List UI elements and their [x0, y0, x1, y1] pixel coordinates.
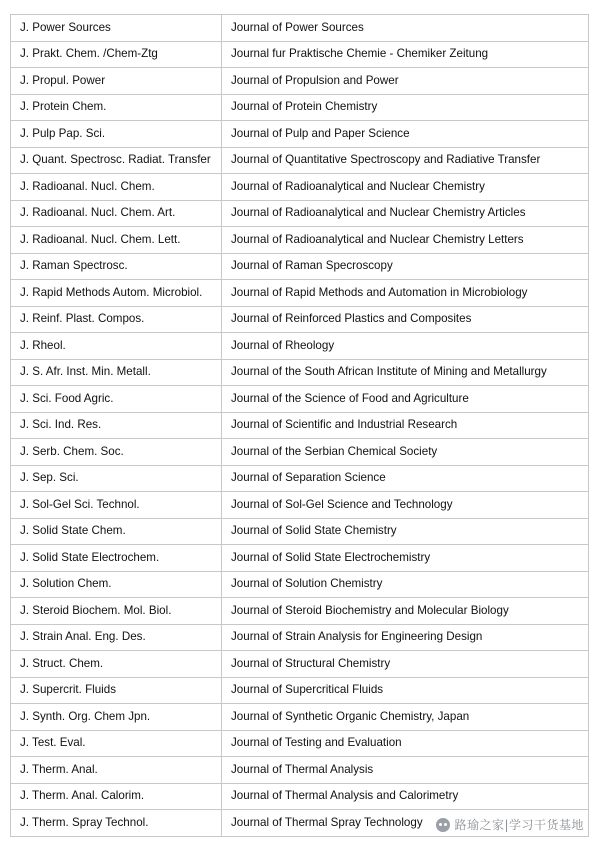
journal-abbreviation-table	[10, 14, 589, 837]
table-row	[11, 624, 589, 651]
abbreviation-cell: J. Radioanal. Nucl. Chem. Art.	[11, 200, 222, 227]
full-title-cell: Journal of Supercritical Fluids	[222, 677, 589, 704]
table-row	[11, 280, 589, 307]
abbreviation-cell: J. Quant. Spectrosc. Radiat. Transfer	[11, 147, 222, 174]
table-row	[11, 121, 589, 148]
full-title-cell: Journal of Radioanalytical and Nuclear Chemistry Articles	[222, 200, 589, 227]
table-row	[11, 41, 589, 68]
table-row	[11, 359, 589, 386]
full-title-cell: Journal of Solid State Electrochemistry	[222, 545, 589, 572]
abbreviation-cell: J. Sep. Sci.	[11, 465, 222, 492]
journal-table-container	[10, 14, 588, 837]
table-row	[11, 545, 589, 572]
abbreviation-cell: J. Therm. Anal. Calorim.	[11, 783, 222, 810]
abbreviation-cell: J. Therm. Spray Technol.	[11, 810, 222, 837]
abbreviation-cell: J. Supercrit. Fluids	[11, 677, 222, 704]
full-title-cell: Journal of Radioanalytical and Nuclear Chemistry Letters	[222, 227, 589, 254]
full-title-cell: Journal of Protein Chemistry	[222, 94, 589, 121]
abbreviation-cell: J. Solution Chem.	[11, 571, 222, 598]
table-body	[11, 15, 589, 837]
abbreviation-cell: J. Steroid Biochem. Mol. Biol.	[11, 598, 222, 625]
full-title-cell: Journal of Separation Science	[222, 465, 589, 492]
abbreviation-cell: J. Rheol.	[11, 333, 222, 360]
table-row	[11, 227, 589, 254]
full-title-cell: Journal of Solution Chemistry	[222, 571, 589, 598]
full-title-cell: Journal of Propulsion and Power	[222, 68, 589, 95]
abbreviation-cell: J. Raman Spectrosc.	[11, 253, 222, 280]
abbreviation-cell: J. Protein Chem.	[11, 94, 222, 121]
full-title-cell: Journal of Strain Analysis for Engineering Design	[222, 624, 589, 651]
full-title-cell: Journal of Sol-Gel Science and Technology	[222, 492, 589, 519]
abbreviation-cell: J. Serb. Chem. Soc.	[11, 439, 222, 466]
full-title-cell: Journal of the Science of Food and Agriculture	[222, 386, 589, 413]
watermark	[432, 815, 588, 834]
full-title-cell: Journal of Pulp and Paper Science	[222, 121, 589, 148]
full-title-cell: Journal of Structural Chemistry	[222, 651, 589, 678]
table-row	[11, 174, 589, 201]
full-title-cell: Journal fur Praktische Chemie - Chemiker Zeitung	[222, 41, 589, 68]
abbreviation-cell: J. Prakt. Chem. /Chem-Ztg	[11, 41, 222, 68]
abbreviation-cell: J. Sci. Ind. Res.	[11, 412, 222, 439]
full-title-cell: Journal of Thermal Analysis	[222, 757, 589, 784]
full-title-cell: Journal of Steroid Biochemistry and Molecular Biology	[222, 598, 589, 625]
full-title-cell: Journal of Raman Specroscopy	[222, 253, 589, 280]
table-row	[11, 518, 589, 545]
table-row	[11, 386, 589, 413]
table-row	[11, 412, 589, 439]
table-row	[11, 253, 589, 280]
full-title-cell: Journal of Rheology	[222, 333, 589, 360]
table-row	[11, 94, 589, 121]
abbreviation-cell: J. Propul. Power	[11, 68, 222, 95]
full-title-cell: Journal of Synthetic Organic Chemistry, Japan	[222, 704, 589, 731]
abbreviation-cell: J. Synth. Org. Chem Jpn.	[11, 704, 222, 731]
table-row	[11, 333, 589, 360]
table-row	[11, 704, 589, 731]
abbreviation-cell: J. Solid State Electrochem.	[11, 545, 222, 572]
table-row	[11, 730, 589, 757]
table-row	[11, 677, 589, 704]
table-row	[11, 492, 589, 519]
table-row	[11, 783, 589, 810]
full-title-cell: Journal of Thermal Analysis and Calorimetry	[222, 783, 589, 810]
abbreviation-cell: J. Test. Eval.	[11, 730, 222, 757]
table-row	[11, 15, 589, 42]
full-title-cell: Journal of Rapid Methods and Automation in Microbiology	[222, 280, 589, 307]
table-row	[11, 598, 589, 625]
wechat-icon	[436, 818, 450, 832]
abbreviation-cell: J. S. Afr. Inst. Min. Metall.	[11, 359, 222, 386]
abbreviation-cell: J. Sci. Food Agric.	[11, 386, 222, 413]
table-row	[11, 200, 589, 227]
abbreviation-cell: J. Radioanal. Nucl. Chem. Lett.	[11, 227, 222, 254]
table-row	[11, 147, 589, 174]
full-title-cell: Journal of Thermal Spray Technology	[222, 810, 589, 837]
abbreviation-cell: J. Radioanal. Nucl. Chem.	[11, 174, 222, 201]
abbreviation-cell: J. Strain Anal. Eng. Des.	[11, 624, 222, 651]
abbreviation-cell: J. Rapid Methods Autom. Microbiol.	[11, 280, 222, 307]
abbreviation-cell: J. Solid State Chem.	[11, 518, 222, 545]
full-title-cell: Journal of Power Sources	[222, 15, 589, 42]
full-title-cell: Journal of Testing and Evaluation	[222, 730, 589, 757]
abbreviation-cell: J. Therm. Anal.	[11, 757, 222, 784]
full-title-cell: Journal of the Serbian Chemical Society	[222, 439, 589, 466]
abbreviation-cell: J. Power Sources	[11, 15, 222, 42]
full-title-cell: Journal of Scientific and Industrial Research	[222, 412, 589, 439]
full-title-cell: Journal of Reinforced Plastics and Composites	[222, 306, 589, 333]
table-row	[11, 571, 589, 598]
table-row	[11, 68, 589, 95]
full-title-cell: Journal of Quantitative Spectroscopy and Radiative Transfer	[222, 147, 589, 174]
table-row	[11, 439, 589, 466]
abbreviation-cell: J. Sol-Gel Sci. Technol.	[11, 492, 222, 519]
full-title-cell: Journal of the South African Institute of Mining and Metallurgy	[222, 359, 589, 386]
table-row	[11, 757, 589, 784]
table-row	[11, 306, 589, 333]
table-row	[11, 651, 589, 678]
full-title-cell: Journal of Radioanalytical and Nuclear Chemistry	[222, 174, 589, 201]
abbreviation-cell: J. Reinf. Plast. Compos.	[11, 306, 222, 333]
table-row	[11, 465, 589, 492]
full-title-cell: Journal of Solid State Chemistry	[222, 518, 589, 545]
watermark-text: 路瑜之家|学习干货基地	[454, 818, 584, 832]
abbreviation-cell: J. Struct. Chem.	[11, 651, 222, 678]
abbreviation-cell: J. Pulp Pap. Sci.	[11, 121, 222, 148]
